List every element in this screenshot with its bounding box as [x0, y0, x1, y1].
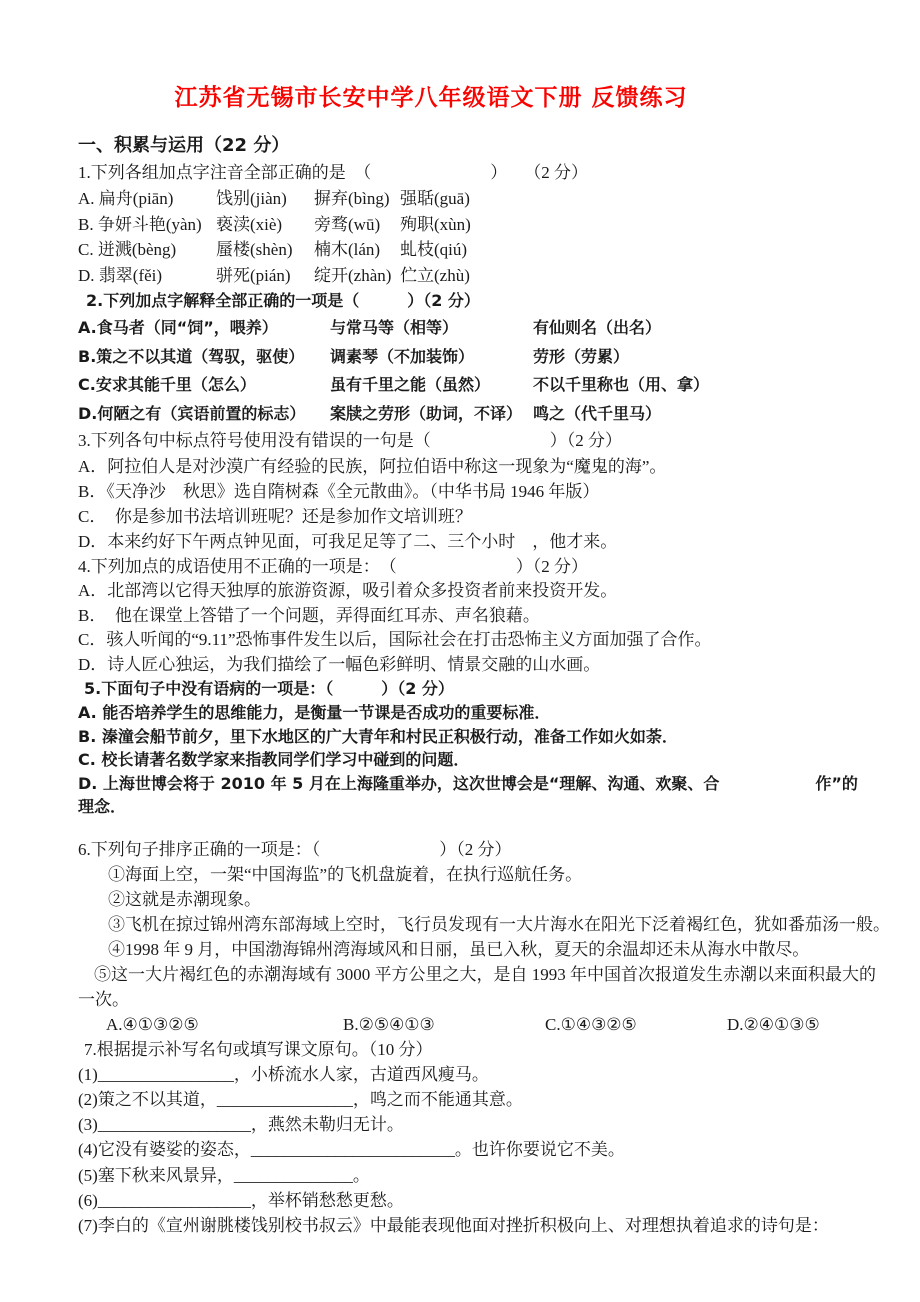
question-5-option-c: C. 校长请著名数学家来指教同学们学习中碰到的问题． [78, 750, 470, 769]
question-1-option-row-b [78, 212, 884, 238]
option-cell: D. 翡翠(fěi) [78, 265, 163, 285]
option-cell: 摒弃(bìng) [314, 189, 390, 208]
option-cell: 殉职(xùn) [400, 214, 471, 234]
option-cell: 劳形（劳累） [533, 346, 630, 366]
question-3-option-b: B．《天净沙 秋思》选自隋树森《全元散曲》。（中华书局 1946 年版） [78, 482, 600, 501]
option-cell: B.策之不以其道（驾驭，驱使） [78, 346, 305, 366]
question-6-sentence-1: ①海面上空，一架“中国海监”的飞机盘旋着，在执行巡航任务。 [108, 864, 583, 884]
option-cell: C.安求其能千里（怎么） [78, 375, 256, 394]
question-3 [78, 428, 884, 554]
option-cell: 亵渎(xiè) [216, 214, 283, 234]
option-cell: 鸣之（代千里马） [533, 403, 662, 423]
question-4-stem: 4.下列加点的成语使用不正确的一项是： （ ）（2 分） [78, 557, 588, 576]
question-3-option-d: D．本来约好下午两点钟见面，可我足足等了二、三个小时 ，他才来。 [78, 532, 618, 551]
question-1-option-row-a [78, 186, 884, 212]
question-3-stem: 3.下列各句中标点符号使用没有错误的一句是（ ）（2 分） [78, 431, 622, 450]
option-cell: 不以千里称也（用、拿） [533, 375, 710, 394]
question-7-blank-4: (4)它没有婆娑的姿态，________________________。也许你要说它不美。 [78, 1140, 625, 1160]
option-cell: 饯别(jiàn) [216, 189, 287, 208]
question-2 [78, 288, 884, 428]
answer-option-d: D.②④①③⑤ [727, 1014, 820, 1034]
question-5-option-d: D. 上海世博会将于 2010 年 5 月在上海隆重举办，这次世博会是“理解、沟通、欢聚、合 作”的 [78, 773, 858, 793]
question-1 [78, 160, 884, 288]
option-cell: 绽开(zhàn) [314, 265, 392, 285]
question-6-sentence-2: ②这就是赤潮现象。 [108, 889, 261, 909]
question-7-blank-1: (1)________________，小桥流水人家，古道西风瘦马。 [78, 1064, 489, 1084]
option-cell: 调素琴（不加装饰） [330, 346, 475, 366]
question-7-blank-5: (5)塞下秋来风景异，______________。 [78, 1165, 370, 1185]
question-4-option-b: B． 他在课堂上答错了一个问题，弄得面红耳赤、声名狼藉。 [78, 605, 540, 625]
question-7-blank-7: (7)李白的《宣州谢朓楼饯别校书叔云》中最能表现他面对挫折积极向上、对理想执着追求的诗句是： [78, 1216, 829, 1236]
question-7-blank-3: (3)__________________，燕然未勒归无计。 [78, 1115, 404, 1135]
question-2-stem: 2.下列加点字解释全部正确的一项是（ ）（2 分） [86, 291, 480, 310]
option-cell: 旁骛(wū) [314, 214, 381, 234]
question-1-stem: 1.下列各组加点字注音全部正确的是 （ ） （2 分） [78, 163, 588, 182]
option-cell: 有仙则名（出名） [533, 318, 662, 337]
question-4 [78, 554, 884, 677]
question-4-option-d: D．诗人匠心独运，为我们描绘了一幅色彩鲜明、情景交融的山水画。 [78, 654, 601, 674]
question-2-option-row-d [78, 400, 884, 429]
question-7-blank-2: (2)策之不以其道，________________，鸣之而不能通其意。 [78, 1089, 523, 1109]
option-cell: 虬枝(qiú) [400, 240, 468, 259]
option-cell: 强聒(guā) [400, 189, 470, 208]
question-5 [78, 677, 884, 819]
option-cell: 蜃楼(shèn) [216, 240, 293, 259]
question-3-option-c: C． 你是参加书法培训班呢？还是参加作文培训班？ [78, 507, 472, 526]
option-cell: C. 迸溅(bèng) [78, 240, 177, 259]
section-heading: 一、积累与运用（22 分） [78, 135, 290, 156]
question-6-sentence-4: ④1998 年 9 月，中国渤海锦州湾海域风和日丽，虽已入秋，夏天的余温却还未从海水中散尽。 [108, 939, 810, 959]
question-5-stem: 5.下面句子中没有语病的一项是：（ ）（2 分） [84, 679, 454, 698]
question-5-option-d-continued: 理念． [78, 797, 127, 816]
option-cell: 伫立(zhù) [400, 265, 470, 285]
answer-option-a: A.④①③②⑤ [106, 1014, 199, 1034]
answer-option-c: C.①④③②⑤ [545, 1014, 637, 1034]
question-5-option-b: B. 溱潼会船节前夕，里下水地区的广大青年和村民正积极行动，准备工作如火如荼． [78, 726, 678, 746]
option-cell: 楠木(lán) [314, 240, 381, 259]
question-6-stem: 6.下列句子排序正确的一项是：（ ）（2 分） [78, 839, 512, 859]
option-cell: D.何陋之有（宾语前置的标志） [78, 403, 306, 423]
question-2-option-row-b [78, 343, 884, 372]
question-1-option-row-c [78, 237, 884, 263]
page-title: 江苏省无锡市长安中学八年级语文下册 反馈练习 [174, 85, 688, 111]
option-cell: 与常马等（相等） [330, 318, 459, 337]
question-6-sentence-5: ⑤这一大片褐红色的赤潮海域有 3000 平方公里之大，是自 1993 年中国首次报道发生赤潮以来面积最大的 [94, 964, 876, 984]
question-4-option-a: A．北部湾以它得天独厚的旅游资源，吸引着众多投资者前来投资开发。 [78, 581, 618, 600]
question-4-option-c: C．骇人听闻的“9.11”恐怖事件发生以后，国际社会在打击恐怖主义方面加强了合作。 [78, 630, 712, 649]
question-1-option-row-d [78, 263, 884, 289]
question-6-sentence-5-continued: 一次。 [78, 989, 129, 1009]
answer-option-b: B.②⑤④①③ [343, 1014, 435, 1034]
question-7-stem: 7.根据提示补写名句或填写课文原句。（10 分） [84, 1039, 433, 1059]
question-5-option-a: A. 能否培养学生的思维能力，是衡量一节课是否成功的重要标准． [78, 703, 551, 722]
question-7 [78, 1037, 884, 1239]
question-6-sentence-3: ③飞机在掠过锦州湾东部海域上空时，飞行员发现有一大片海水在阳光下泛着褐红色，犹如番茄汤一般。 [108, 914, 890, 934]
question-2-option-row-c [78, 371, 884, 400]
option-cell: A.食马者（同“饲”，喂养） [78, 318, 278, 337]
option-cell: A. 扁舟(piān) [78, 189, 174, 208]
question-7-blank-6: (6)__________________，举杯销愁愁更愁。 [78, 1190, 404, 1210]
option-cell: B. 争妍斗艳(yàn) [78, 214, 202, 234]
option-cell: 案牍之劳形（助词，不译） [330, 403, 523, 423]
question-3-option-a: A．阿拉伯人是对沙漠广有经验的民族，阿拉伯语中称这一现象为“魔鬼的海”。 [78, 457, 667, 476]
question-2-option-row-a [78, 314, 884, 343]
question-6-answer-row [78, 1012, 884, 1037]
question-6 [78, 837, 890, 1037]
option-cell: 骈死(pián) [216, 265, 291, 285]
option-cell: 虽有千里之能（虽然） [330, 375, 491, 394]
